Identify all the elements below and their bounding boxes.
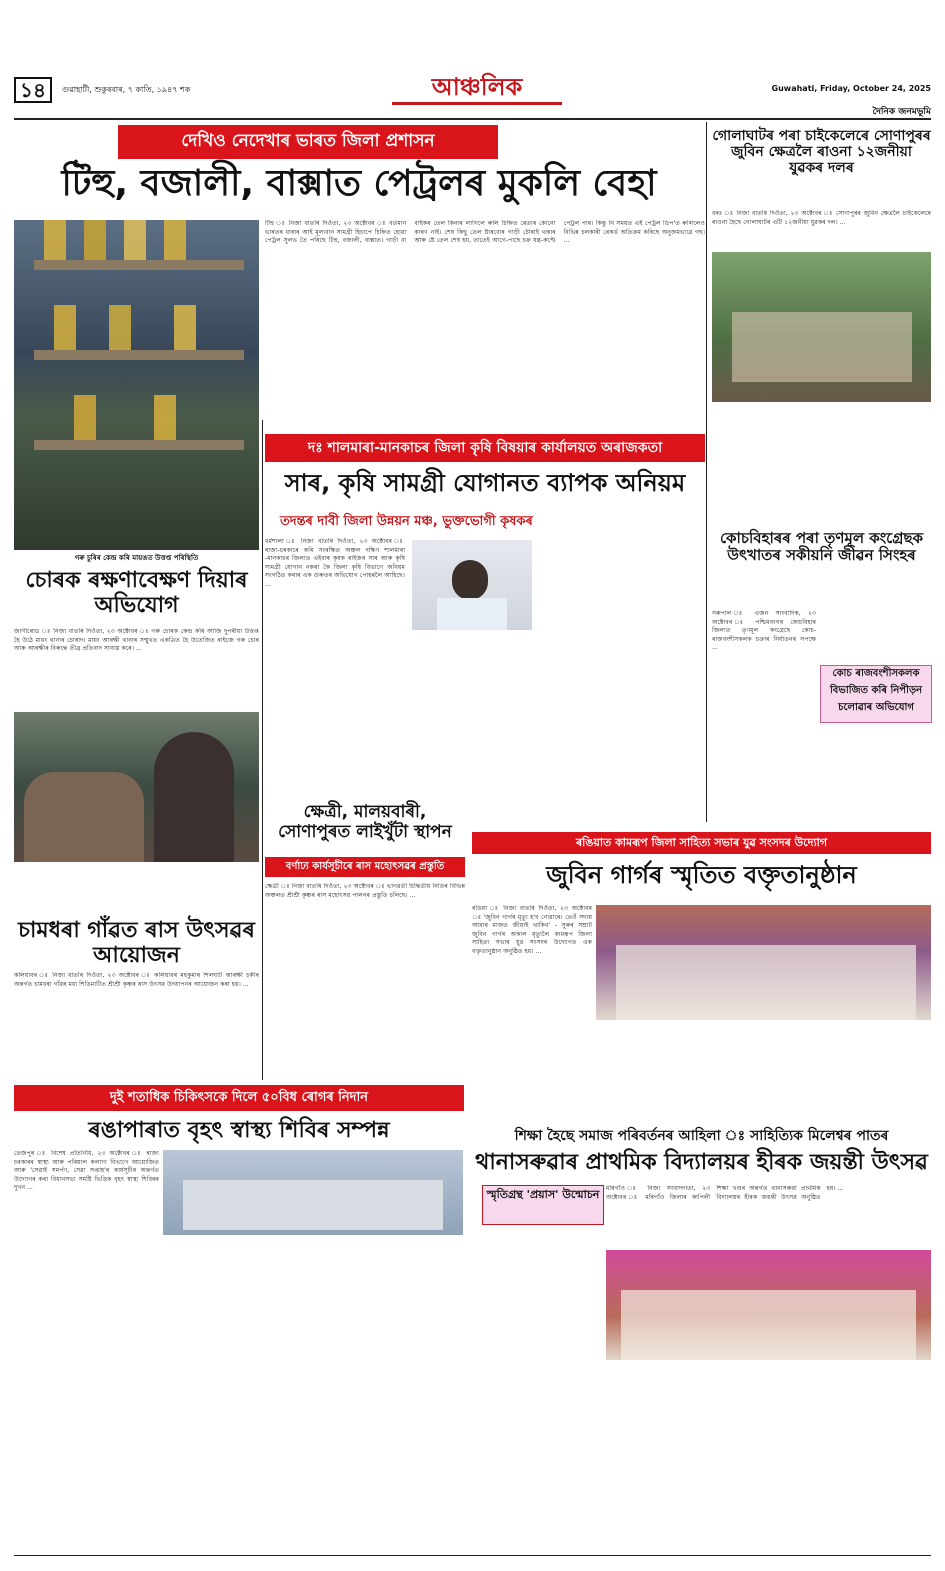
column-rule-right bbox=[706, 122, 707, 822]
story4-sub: বৰ্ণাঢ্য কাৰ্যসূচীৰে ৰাস মহোৎসৱৰ প্ৰস্তুতি bbox=[265, 857, 465, 877]
story10-box: স্মৃতিগ্ৰন্থ 'প্ৰয়াস' উন্মোচন bbox=[482, 1185, 604, 1225]
story1-kicker: দেখিও নেদেখাৰ ভাৰত জিলা প্ৰশাসন bbox=[118, 125, 498, 159]
story1-photo-caption: গৰু চুৰিৰ কেন্দ্ৰ কৰি মায়ঙত উত্তপ্ত পৰিস্থিতি bbox=[74, 554, 199, 562]
health-camp-photo bbox=[163, 1150, 463, 1235]
story9-headline: জুবিন গাৰ্গৰ স্মৃতিত বক্তৃতানুষ্ঠান bbox=[546, 861, 857, 889]
school-jubilee-photo bbox=[606, 1250, 931, 1360]
story8-headline: কোচবিহাৰৰ পৰা তৃণমূল কংগ্ৰেছক উৎখাতৰ সকীয়নি জীৱন সিংহৰ bbox=[719, 529, 924, 565]
story7-body: বৰঃ ঃ নিজা বাতৰি দিওঁতা, ২৩ অক্টোবৰ ঃ সোণাপুৰৰ জুবিন ক্ষেত্ৰলৈ চাইকেলেৰে ৰাওনা হৈছে গোলাঘাটৰ এটি ১২জনীয়া যুৱকৰ দল। ... bbox=[712, 210, 931, 226]
story6-kicker: দুই শতাধিক চিকিৎসকে দিলে ৫০বিধ ৰোগৰ নিদান bbox=[14, 1085, 464, 1111]
mayong-crowd-photo bbox=[14, 712, 259, 862]
story6-body: তেজপুৰ ঃ বিশেষ প্ৰতিনিধি, ২৩ অক্টোবৰ ঃ ৰাজ্য চৰকাৰৰ স্বাস্থ্য আৰু পৰিয়াল কল্যাণ বিভাগে আয়োজিত আৰু 'সেৱাই সমৰ্পণ, সেৱা সপ্তাহ'ৰ কাৰ্যসূচীৰ অন্তৰ্গত উদ্যোগৰ কৰা বিধানসভা সমষ্টি ভিত্তিক বৃহৎ স্বাস্থ্য শিবিৰৰ দুখন ... bbox=[14, 1150, 159, 1192]
cyclists-photo bbox=[712, 252, 931, 402]
story1-headline: টিহু, বজালী, বাক্সাত পেট্ৰলৰ মুকলি বেহা bbox=[61, 163, 657, 204]
story5-headline: চামধৰা গাঁৱত ৰাস উৎসৱৰ আয়োজন bbox=[18, 918, 255, 969]
column-rule-left bbox=[262, 420, 263, 1080]
story4-body: ক্ষেত্ৰী ঃ নিজা বাতৰি দিওঁতা, ২৩ অক্টোবৰ ঃ ভাগৱতী চিদ্ধিতীয় নিতিৰ বিভিন্ন অঞ্চলত শ্ৰীশ্ৰী কৃষ্ণৰ ৰাস মহোৎসৱ পালনৰ প্ৰস্তুতি চলিছে। ... bbox=[265, 883, 465, 899]
masthead-rule bbox=[14, 118, 931, 120]
story2-headline: চোৰক ৰক্ষণাবেক্ষণ দিয়াৰ অভিযোগ bbox=[25, 568, 248, 619]
section-masthead: আঞ্চলিক bbox=[392, 72, 562, 105]
story8-box: কোচ ৰাজবংশীসকলক বিভাজিত কৰি নিপীড়ন চলোৱাৰ অভিযোগ bbox=[820, 665, 932, 723]
story2-body: জাগীৰোড ঃ নিজা বাতৰি দিওঁতা, ২৩ অক্টোবৰ ঃ গৰু চোৰক কেন্দ্ৰ কৰি আজি দুপৰীয়া উত্তপ্ত হৈ উঠে মায়ং থানাৰ চোৰাদ। মায়ং আৰক্ষী থানাৰ সম্মুখত একত্ৰিত হৈ উতেজিত ৰাইজে গৰু চোৰ আৰু আৰক্ষীৰ বিৰুদ্ধে তীব্ৰ প্ৰতিবাদ সাব্যস্ত কৰে। ... bbox=[14, 628, 259, 653]
fuel-bottles-photo bbox=[14, 220, 259, 550]
story5-body: কলিয়াবৰ ঃ নিজা বাতৰি দিওঁতা, ২৩ অক্টোবৰ ঃ কলিয়াবৰ মহকুমাৰ শিলঘাট আৰক্ষী চকীৰ অন্তৰ্গত চামধৰা গাঁৱৰ মধ্য শিঙিমাটিত শ্ৰীশ্ৰী কৃষ্ণৰ ৰাস উৎসৱ উদযাপনৰ আয়োজন কৰা হয়। ... bbox=[14, 972, 259, 988]
story4-headline: ক্ষেত্ৰী, মালয়বাৰী, সোণাপুৰত লাইখুঁটা স্থাপন bbox=[278, 802, 452, 842]
page-number: ১৪ bbox=[14, 77, 52, 103]
officer-photo bbox=[412, 540, 532, 630]
story3-sub: তদন্তৰ দাবী জিলা উন্নয়ন মঞ্চ, ভুক্তভোগী কৃষকৰ bbox=[280, 514, 533, 529]
story9-body: ৰঙিয়া ঃ নিজা বাতৰি দিওঁতা, ২৩ অক্টোবৰ ঃ 'জুবিন গাৰ্গৰ মৃত্যু হ'ব নোৱাৰে। তেওঁ সদায় আমাৰ মাজত জীয়াই থাকিব' - সুৰুৰ সম্ৰাট জুবিন গাৰ্গৰ অকাল মৃত্যুলৈ কামৰূপ জিলা সাহিত্য সভাৰ যুৱ সংসদৰ উদ্যোগত এক বক্তৃতানুষ্ঠান অনুষ্ঠিত হয়। ... bbox=[472, 905, 592, 955]
story3-kicker: দঃ শালমাৰা-মানকাচৰ জিলা কৃষি বিষয়াৰ কাৰ্যালয়ত অৰাজকতা bbox=[265, 434, 705, 462]
story3-body: ধৰ্মশালা ঃ নিজা বাতৰি দিওঁতা, ২৩ অক্টোবৰ ঃ ৰাজ্য-চৰকাৰে কৰি সংৰক্ষিত অঞ্চল দক্ষিণ শালমাৰা -মানকাচৰ জিলাত এইবাৰ কৃষক ৰাইজৰ সাৰ আৰু কৃষি সামগ্ৰী যোগান নকৰা কৈ জিলা কৃষি বিভাগে অনিয়ম সংগঠিত কৰাৰ এক গুৰুতৰ অভিযোগ পোহৰলৈ আহিছে। ... bbox=[265, 538, 405, 588]
footer-rule bbox=[14, 1555, 931, 1556]
dateline-assamese: গুৱাহাটী, শুকুৰবাৰ, ৭ কাতি, ১৯৪৭ শক bbox=[62, 85, 191, 94]
story3-headline: সাৰ, কৃষি সামগ্ৰী যোগানত ব্যাপক অনিয়ম bbox=[284, 469, 686, 497]
memorial-event-photo bbox=[596, 905, 931, 1020]
story10-kicker: শিক্ষা হৈছে সমাজ পৰিবৰ্তনৰ আহিলা ঃ সাহিত্যিক মিলেশ্বৰ পাতৰ bbox=[514, 1128, 889, 1144]
story10-body: মৰিগাঁও ঃ নিজা সংবাদদাতা, ২৩ অক্টোবৰ ঃ মৰিগাঁও জিলাৰ কাপিলী শিক্ষা খণ্ডৰ অন্তৰ্গত থানাসৰুৱা প্ৰাথমিক বিদ্যালয়ৰ হীৰক জয়ন্তী উৎসৱ অনুষ্ঠিত হয়। ... bbox=[606, 1185, 844, 1201]
paper-name: দৈনিক জনমভূমি bbox=[872, 107, 931, 117]
story10-headline: থানাসৰুৱাৰ প্ৰাথমিক বিদ্যালয়ৰ হীৰক জয়ন্তী উৎসৱ bbox=[475, 1150, 928, 1175]
story8-body: সৰুপাল ঃ এজন সাংবাদিক, ২৩ অক্টোবৰ ঃ পশ্চিমবংগৰ কোচবিহাৰ জিলাত তৃণমূল কংগ্ৰেছে কোচ-ৰাজবংশীসকলক চক্ৰাৰ নিৰ্যাতনৰ সপক্ষে ... bbox=[712, 610, 816, 652]
dateline-english: Guwahati, Friday, October 24, 2025 bbox=[771, 84, 931, 93]
story1-body: টিহু ঃ নিজা বাতৰি দিওঁতা, ২৩ অক্টোবৰ ঃ বৰ্তমান ভাৰতৰ ধাৰাৰ আই মূল্যবান সামগ্ৰী হিচাপে চিহ্নিত হোৱা পেট্ৰল সুলভ তৈ পৰিছে টিহু, বজালী, বাক্সাত। গাড়ী বা বাইকৰ তেল কিনাৰ লাগিলে ৰুলি চিহ্নিত ৰেতাৰ কোনো কাৰণ নাই। শেষ কিছু তেল ষ্টাৰবোৰ গাড়ী চৌৰাই থকাৰ আৰু ষ্টে তেল শেষ হয়, তাতেই আগে-পাছে চক্র যন্ত্ৰ-কপ্টে পেট্ৰল পাৰ। কিন্তু নি সময়ত এই পেট্ৰল ডিপ'ত ৰুলিলেও বিভিন্ন চলকাৰী ৰেকৰ্ড অতিক্ৰম কৰিছে অনুজমভাৱে গছ। ... bbox=[265, 220, 705, 245]
story9-kicker: ৰঙিয়াত কামৰূপ জিলা সাহিত্য সভাৰ যুৱ সংসদৰ উদ্যোগ bbox=[472, 832, 931, 854]
story6-headline: ৰঙাপাৰাত বৃহৎ স্বাস্থ্য শিবিৰ সম্পন্ন bbox=[88, 1118, 390, 1143]
story7-headline: গোলাঘাটৰ পৰা চাইকেলেৰে সোণাপুৰৰ জুবিন ক্ষেত্ৰলৈ ৰাওনা ১২জনীয়া যুৱকৰ দলৰ bbox=[712, 128, 931, 177]
